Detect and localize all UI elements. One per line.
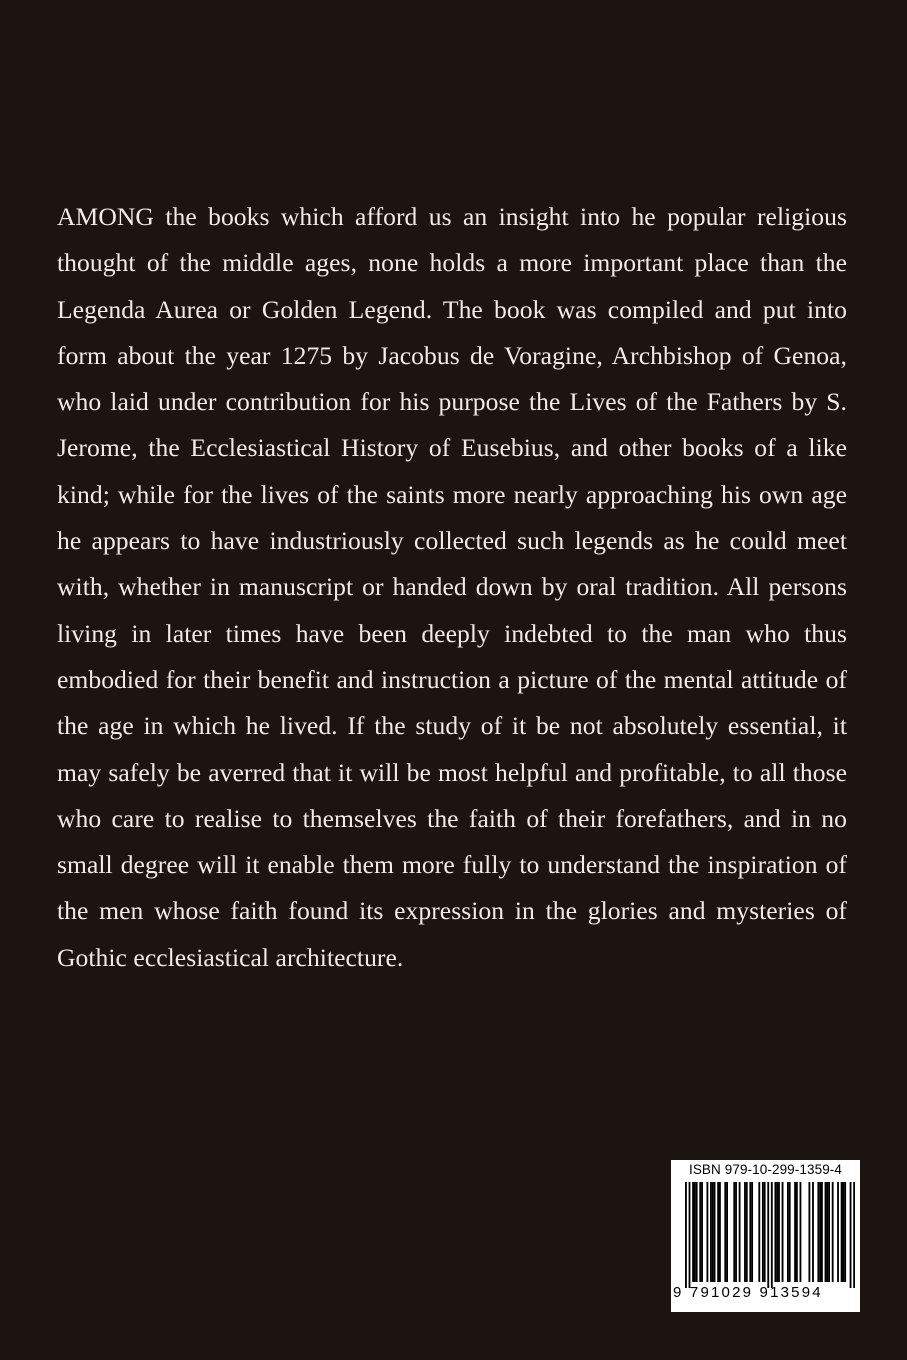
barcode-bar (812, 1182, 814, 1282)
barcode-bar (758, 1182, 760, 1282)
barcode-bar (787, 1182, 789, 1282)
barcode-bar (706, 1182, 708, 1282)
barcode-bar (746, 1182, 748, 1282)
barcode-bar (717, 1182, 719, 1282)
barcode-bar (744, 1182, 746, 1282)
barcode-bar (701, 1182, 703, 1282)
isbn-label: ISBN 979-10-299-1359-4 (688, 1162, 843, 1177)
barcode-bar (853, 1182, 855, 1288)
barcode-bar (692, 1182, 694, 1282)
barcode-bar (808, 1182, 810, 1282)
barcode-bar (842, 1182, 844, 1282)
barcode-bar (800, 1182, 802, 1282)
barcode-bar (696, 1182, 698, 1282)
barcode-bar (850, 1182, 852, 1288)
barcode-bar (694, 1182, 696, 1282)
barcode-bar (782, 1182, 784, 1282)
barcode-bar (726, 1182, 728, 1282)
barcode-bar (844, 1182, 846, 1282)
barcode-bar (767, 1182, 769, 1288)
barcode-bar (832, 1182, 834, 1282)
barcode-bar (825, 1182, 827, 1282)
barcode-bar (774, 1182, 776, 1282)
barcode-bar (689, 1182, 691, 1288)
barcode-bar (796, 1182, 798, 1282)
barcode-bar (837, 1182, 839, 1282)
barcode-bar (699, 1182, 701, 1282)
barcode-bar (828, 1182, 830, 1282)
barcode-bar (789, 1182, 791, 1282)
barcode-bar (778, 1182, 780, 1282)
barcode-bar (714, 1182, 716, 1282)
barcode-bar (712, 1182, 714, 1282)
barcode-bars (685, 1182, 855, 1288)
barcode-bar (749, 1182, 751, 1282)
barcode-bar (841, 1182, 843, 1282)
barcode-bar (776, 1182, 778, 1282)
barcode-bar (685, 1182, 687, 1288)
barcode-bar (735, 1182, 737, 1282)
barcode-bar (733, 1182, 735, 1282)
barcode-bar (764, 1182, 766, 1282)
barcode-bar (819, 1182, 821, 1282)
barcode-bar (751, 1182, 753, 1282)
barcode-bar (710, 1182, 712, 1282)
barcode-bar (762, 1182, 764, 1282)
isbn-barcode (671, 1160, 860, 1312)
barcode-bar (826, 1182, 828, 1282)
barcode-bar (724, 1182, 726, 1282)
barcode-bar (719, 1182, 721, 1282)
ean-digits: 9 791029 913594 (673, 1284, 823, 1301)
barcode-bar (739, 1182, 741, 1282)
barcode-bar (817, 1182, 819, 1282)
barcode-bar (794, 1182, 796, 1282)
barcode-bar (771, 1182, 773, 1288)
barcode-bar (821, 1182, 823, 1282)
back-cover-blurb: AMONG the books which afford us an insight into he popular religious thought of the middle ages, none holds a more important place than the Legenda Aurea or Golden Legend. The book was compiled and put into form about the year 1275 by Jacobus de Voragine, Archbishop of Genoa, who laid under contribution for his purpose the Lives of the Fathers by S. Jerome, the Ecclesiastical History of Eusebius, and other books of a like kind; while for the lives of the saints more nearly approaching his own age he appears to have industriously collected such legends as he could meet with, whether in manuscript or handed down by oral tradition. All persons living in later times have been deeply indebted to the man who thus embodied for their benefit and instruction a picture of the mental attitude of the age in which he lived. If the study of it be not absolutely essential, it may safely be averred that it will be most helpful and profitable, to all those who care to realise to themselves the faith of their forefathers, and in no small degree will it enable them more fully to understand the inspiration of the men whose faith found its expression in the glories and mysteries of Gothic ecclesiastical architecture. (57, 202, 847, 972)
